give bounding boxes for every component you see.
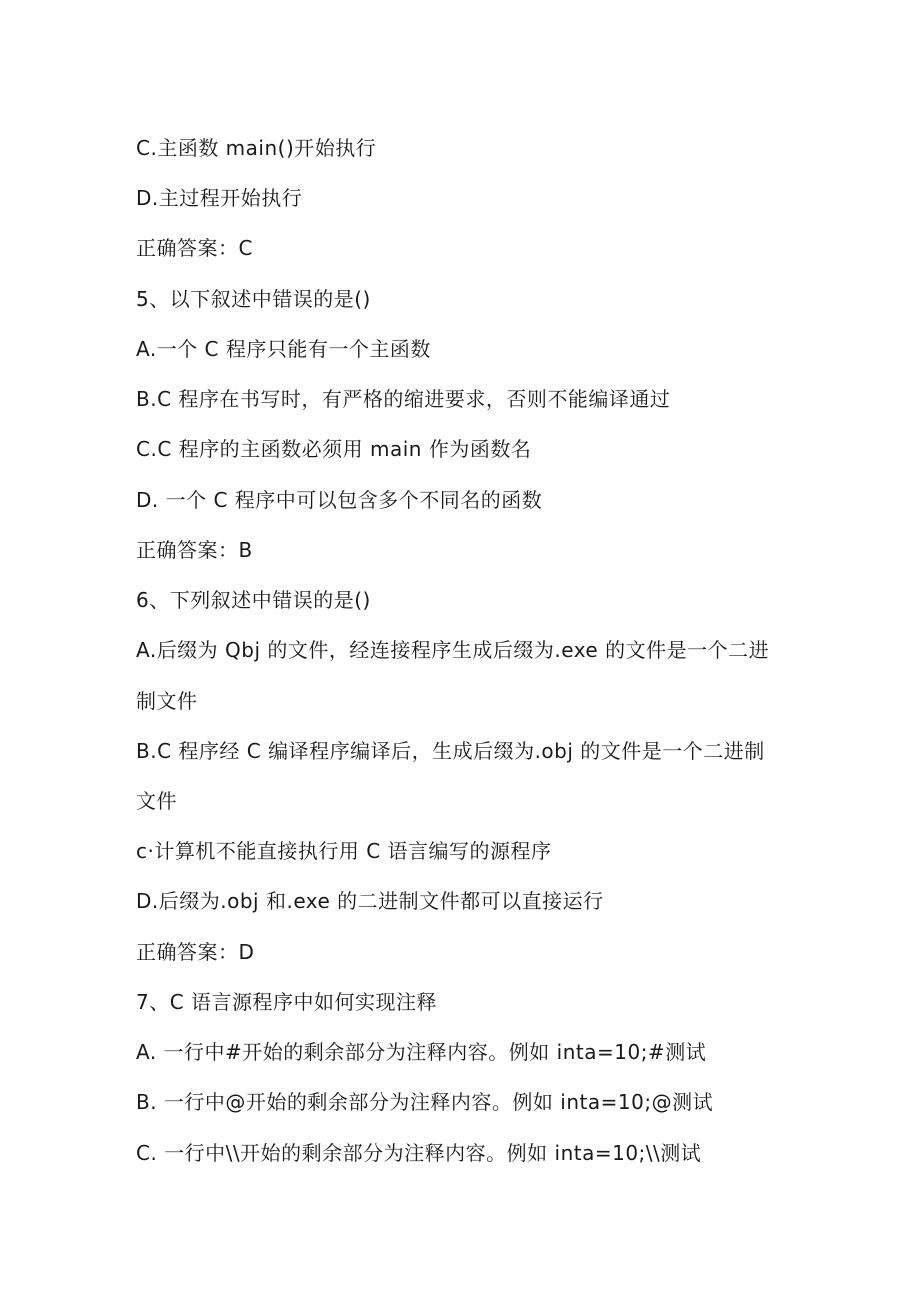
option-c-q6: c·计算机不能直接执行用 C 语言编写的源程序 (136, 839, 552, 863)
answer-q6: 正确答案：D (136, 940, 255, 964)
option-c-q7: C. 一行中\\开始的剩余部分为注释内容。例如 inta=10;\\测试 (136, 1141, 702, 1165)
option-d-q5: D. 一个 C 程序中可以包含多个不同名的函数 (136, 488, 543, 512)
option-d-q4: D.主过程开始执行 (136, 186, 303, 210)
option-c-q4: C.主函数 main()开始执行 (136, 136, 377, 160)
question-5: 5、以下叙述中错误的是() (136, 287, 371, 311)
option-b-q6-cont: 文件 (136, 789, 177, 813)
answer-q5: 正确答案：B (136, 538, 253, 562)
option-a-q6-cont: 制文件 (136, 689, 198, 713)
option-a-q5: A.一个 C 程序只能有一个主函数 (136, 337, 431, 361)
answer-q4: 正确答案：C (136, 236, 253, 260)
option-a-q7: A. 一行中#开始的剩余部分为注释内容。例如 inta=10;#测试 (136, 1040, 707, 1064)
option-d-q6: D.后缀为.obj 和.exe 的二进制文件都可以直接运行 (136, 889, 604, 913)
option-a-q6: A.后缀为 Qbj 的文件，经连接程序生成后缀为.exe 的文件是一个二进 (136, 638, 770, 662)
option-b-q6: B.C 程序经 C 编译程序编译后，生成后缀为.obj 的文件是一个二进制 (136, 739, 765, 763)
question-6: 6、下列叙述中错误的是() (136, 588, 371, 612)
option-b-q7: B. 一行中@开始的剩余部分为注释内容。例如 inta=10;@测试 (136, 1090, 714, 1114)
option-c-q5: C.C 程序的主函数必须用 main 作为函数名 (136, 437, 532, 461)
question-7: 7、C 语言源程序中如何实现注释 (136, 990, 438, 1014)
option-b-q5: B.C 程序在书写时，有严格的缩进要求，否则不能编译通过 (136, 387, 671, 411)
